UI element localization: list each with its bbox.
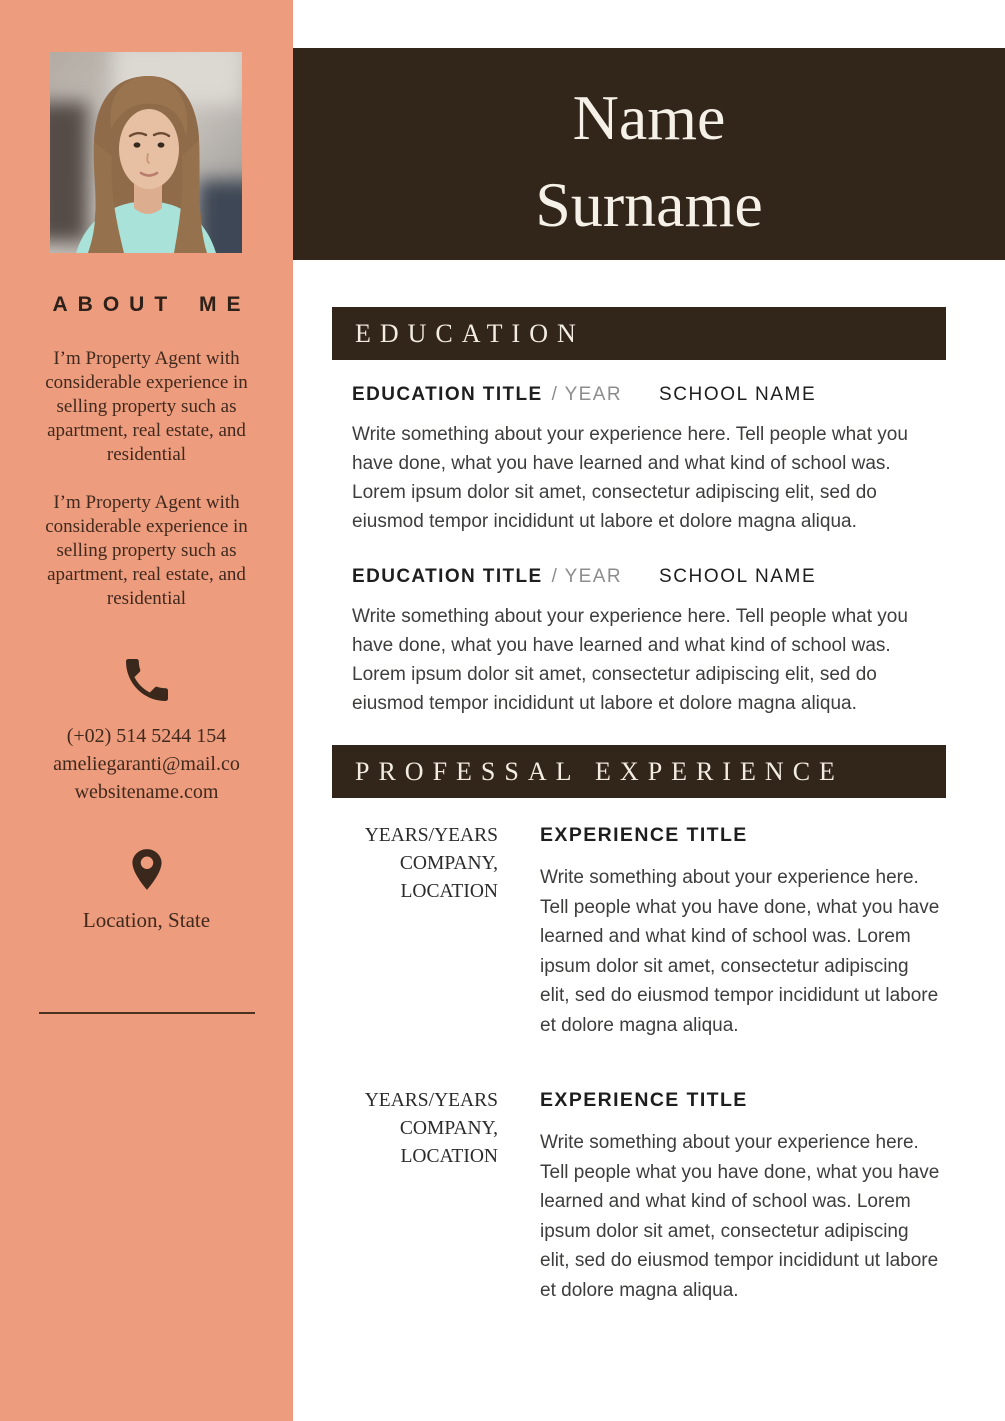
website-url: websitename.com	[74, 781, 219, 803]
education-section-bar	[332, 307, 946, 360]
school-name: SCHOOL NAME	[658, 566, 817, 587]
experience-entry-2-period	[330, 1087, 498, 1171]
education-year: / YEAR	[551, 384, 622, 405]
experience-entry-2-title: EXPERIENCE TITLE	[540, 1089, 748, 1111]
period-company: COMPANY,	[399, 1118, 498, 1139]
portrait-illustration	[50, 52, 242, 253]
period-years: YEARS/YEARS	[364, 1090, 498, 1111]
experience-entry-2-description: Write something about your experience here. Tell people what you have done, what you have learned and what kind of school was. Lorem ipsum dolor sit amet, consectetur adipiscing elit, sed do eiusmod tempor incididunt ut labore et dolore magna aliqua.	[540, 1132, 940, 1301]
education-entry-2-description: Write something about your experience here. Tell people what you have done, what you have learned and what kind of school was. Lorem ipsum dolor sit amet, consectetur adipiscing elit, sed do eiusmod tempor incididunt ut labore et dolore magna aliqua.	[352, 606, 908, 714]
period-company: COMPANY,	[399, 853, 498, 874]
contact-info	[0, 722, 293, 806]
last-name: Surname	[535, 169, 763, 240]
education-entry-2-header	[352, 566, 816, 588]
period-years: YEARS/YEARS	[364, 825, 498, 846]
education-section-title: EDUCATION	[355, 318, 585, 348]
experience-entry-1-title: EXPERIENCE TITLE	[540, 824, 748, 846]
education-title: EDUCATION TITLE	[352, 566, 543, 587]
profile-photo	[50, 52, 242, 253]
about-paragraph-1: I’m Property Agent with considerable experience in selling property such as apartment, real estate, and residential	[45, 348, 248, 465]
education-entry-1-header	[352, 384, 816, 406]
about-paragraph-2: I’m Property Agent with considerable experience in selling property such as apartment, real estate, and residential	[45, 492, 248, 609]
experience-entry-1-period	[330, 822, 498, 906]
education-entry-1-description: Write something about your experience here. Tell people what you have done, what you have learned and what kind of school was. Lorem ipsum dolor sit amet, consectetur adipiscing elit, sed do eiusmod tempor incididunt ut labore et dolore magna aliqua.	[352, 424, 908, 532]
about-me-heading: ABOUT ME	[52, 293, 251, 316]
education-year: / YEAR	[551, 566, 622, 587]
education-title: EDUCATION TITLE	[352, 384, 543, 405]
email-address: ameliegaranti@mail.co	[53, 753, 240, 775]
location-text: Location, State	[82, 908, 211, 932]
experience-entry-1-description: Write something about your experience here. Tell people what you have done, what you have learned and what kind of school was. Lorem ipsum dolor sit amet, consectetur adipiscing elit, sed do eiusmod tempor incididunt ut labore et dolore magna aliqua.	[540, 867, 940, 1036]
name-header	[293, 48, 1005, 260]
experience-section-title: PROFESSAL EXPERIENCE	[355, 756, 844, 786]
location-pin-icon	[0, 845, 293, 895]
sidebar-divider	[39, 1012, 255, 1014]
phone-icon	[0, 652, 293, 708]
period-location: LOCATION	[400, 1146, 498, 1167]
first-name: Name	[572, 82, 726, 153]
phone-number: (+02) 514 5244 154	[66, 725, 227, 747]
period-location: LOCATION	[400, 881, 498, 902]
school-name: SCHOOL NAME	[658, 384, 817, 405]
experience-section-bar	[332, 745, 946, 798]
sidebar	[0, 0, 293, 1421]
